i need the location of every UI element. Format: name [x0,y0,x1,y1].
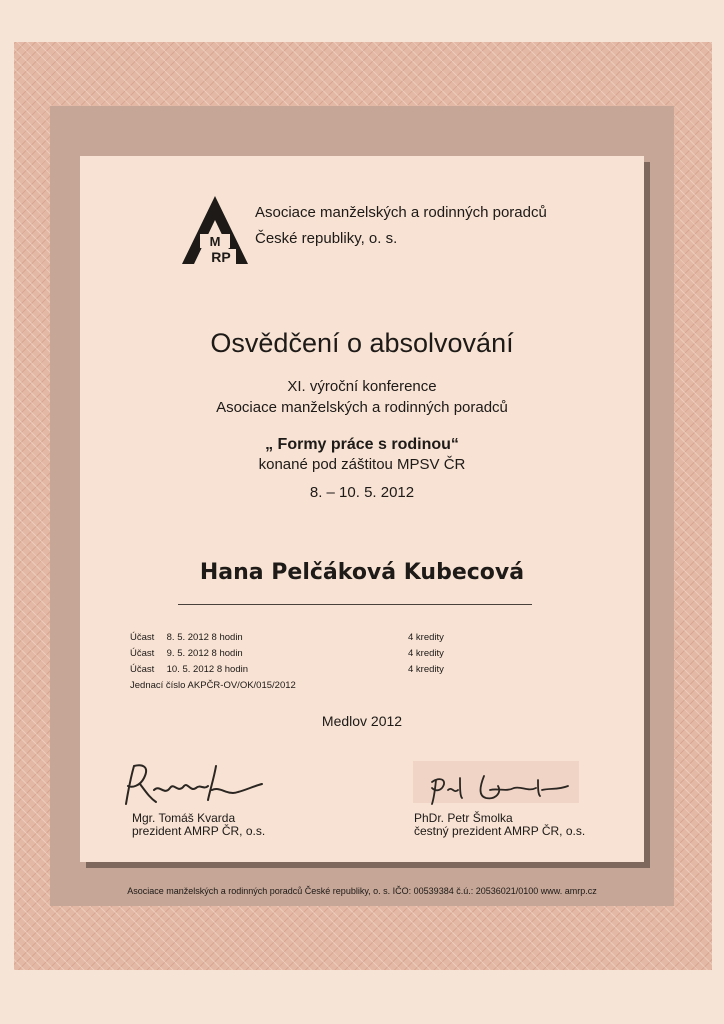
recipient-name: Hana Pelčáková Kubecová [199,560,525,585]
place-and-year: Medlov 2012 [321,713,403,729]
case-number: Jednací číslo AKPČR-OV/OK/015/2012 [130,680,296,691]
participation-hours: 8 hodin [211,632,243,643]
name-underline [178,604,532,605]
signatory-left-name: Mgr. Tomáš Kvarda [132,811,236,825]
conference-line2: Asociace manželských a rodinných poradců [216,399,508,416]
conference-dates: 8. – 10. 5. 2012 [309,484,415,501]
participation-date: 8. 5. 2012 [166,632,209,643]
certificate-paper [80,156,644,862]
patronage-line: konané pod záštitou MPSV ČR [258,456,466,473]
signatory-left [132,812,265,838]
logo-letters-bottom: RP [211,249,231,265]
participation-row [130,648,243,659]
signatory-right-role: čestný prezident AMRP ČR, o.s. [414,824,586,838]
signature-kvarda [120,756,270,810]
participation-date: 9. 5. 2012 [166,648,209,659]
participation-label: Účast [130,664,155,675]
participation-hours: 8 hodin [211,648,243,659]
participation-credits: 4 kredity [408,648,444,659]
signature-smolka [426,768,574,808]
participation-row [130,632,243,643]
conference-theme: „ Formy práce s rodinou“ [265,436,459,453]
participation-label: Účast [130,632,155,643]
participation-row [130,664,248,675]
footer-contact-line: Asociace manželských a rodinných poradců České republiky, o. s. IČO: 00539384 č.ú.: 20536021/0100 www. amrp.cz [127,886,597,896]
signatory-left-role: prezident AMRP ČR, o.s. [132,824,266,838]
participation-label: Účast [130,648,155,659]
participation-date: 10. 5. 2012 [166,664,215,675]
certificate-title: Osvědčení o absolvování [210,328,514,358]
signatory-right-name: PhDr. Petr Šmolka [414,811,513,825]
organization-name-line1: Asociace manželských a rodinných poradců [255,204,547,221]
participation-credits: 4 kredity [408,632,444,643]
conference-line1: XI. výroční konference [287,378,437,395]
amrp-logo-icon [180,194,250,266]
logo-letters-top: M [209,234,221,249]
signatory-right [414,812,585,838]
organization-name-line2: České republiky, o. s. [255,230,398,247]
participation-hours: 8 hodin [216,664,248,675]
participation-credits: 4 kredity [408,664,444,675]
